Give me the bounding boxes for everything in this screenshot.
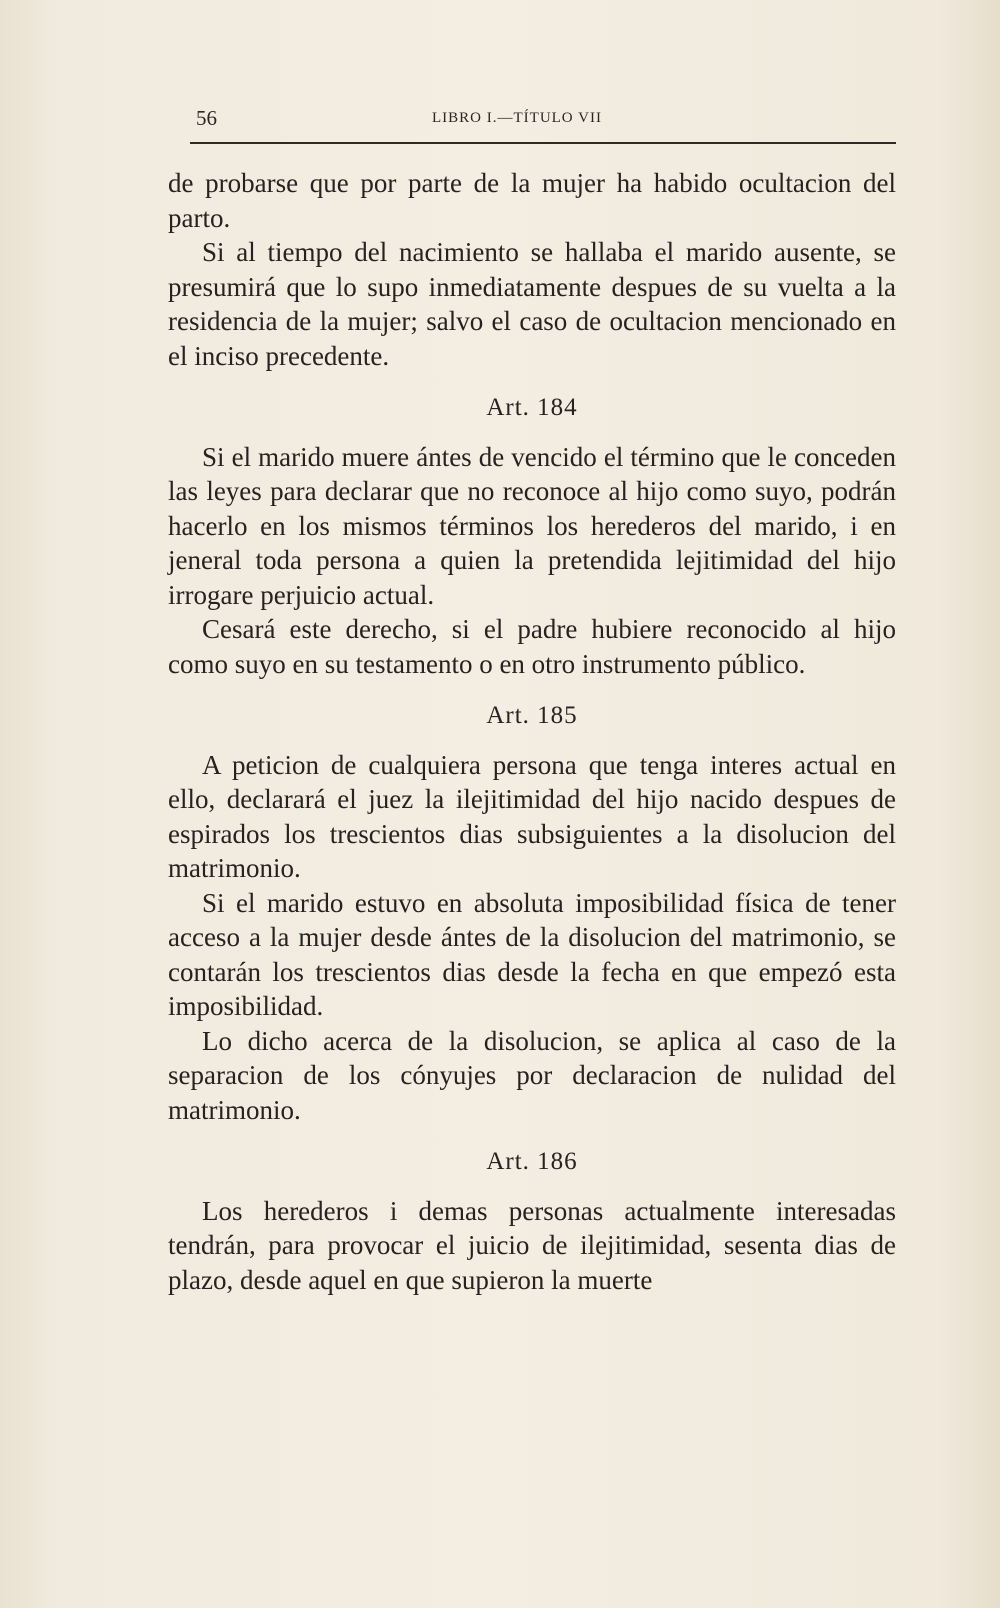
paragraph-4: Cesará este derecho, si el padre hubiere reconocido al hijo como suyo en su testamento o en otro instrumento público.: [168, 614, 896, 679]
header-rule: [190, 142, 896, 144]
paragraph-1: de probarse que por parte de la mujer ha habido ocultacion del parto.: [168, 168, 896, 233]
page-header: [196, 104, 896, 134]
page-body: [168, 166, 896, 1297]
page-number: 56: [196, 106, 217, 130]
paragraph-2: Si al tiempo del nacimiento se hallaba el marido ausente, se presumirá que lo supo inmediatamente despues de su vuelta a la residencia de la mujer; salvo el caso de ocultacion mencionado en el inciso precedente.: [168, 237, 896, 371]
paragraph-5: A peticion de cualquiera persona que tenga interes actual en ello, declarará el juez la ilejitimidad del hijo nacido despues de espirados los trescientos dias subsiguientes a la disolucion del matrimonio.: [168, 749, 896, 883]
article-heading-186: Art. 186: [486, 1148, 578, 1175]
running-head: LIBRO I.—TÍTULO VII: [432, 110, 602, 126]
paragraph-6: Si el marido estuvo en absoluta imposibilidad física de tener acceso a la mujer desde ántes de la disolucion del matrimonio, se contarán los trescientos dias desde la fecha en que empezó esta imposibilidad.: [168, 887, 896, 1021]
paragraph-8: Los herederos i demas personas actualmente interesadas tendrán, para provocar el juicio de ilejitimidad, sesenta dias de plazo, desde aquel en que supieron la muerte: [168, 1195, 896, 1295]
paragraph-3: Si el marido muere ántes de vencido el término que le conceden las leyes para declarar que no reconoce al hijo como suyo, podrán hacerlo en los mismos términos los herederos del marido, i en jeneral toda persona a quien la pretendida lejitimidad del hijo irrogare perjuicio actual.: [168, 441, 896, 610]
paragraph-7: Lo dicho acerca de la disolucion, se aplica al caso de la separacion de los cónyujes por declaracion de nulidad del matrimonio.: [168, 1025, 896, 1125]
article-heading-184: Art. 184: [486, 394, 578, 421]
article-heading-185: Art. 185: [486, 702, 578, 729]
